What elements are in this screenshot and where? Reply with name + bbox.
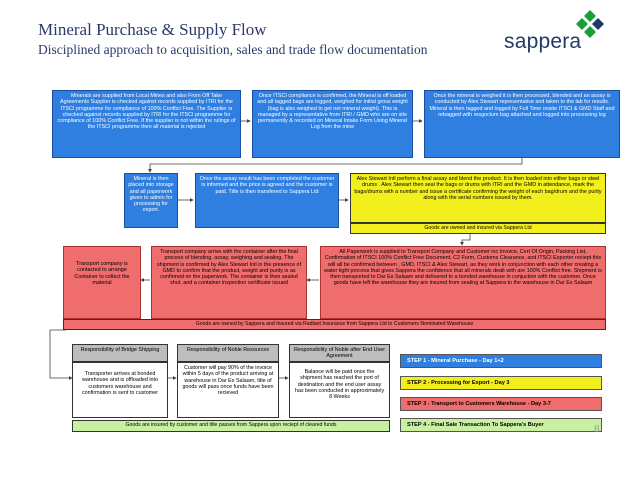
step1-storage-box: Mineral is then placed into storage and all paperwork given to admin for processing for export. bbox=[124, 173, 178, 228]
page-number: 8 bbox=[594, 423, 600, 435]
step2-ownership-bar: Goods are owned and insured via Sappera Ltd bbox=[350, 223, 606, 234]
step3-insurance-bar: Goods are owned by Sappera and Insured via Radiant Insurance from Sappera Ltd to Customers Nominated Warehouse bbox=[63, 319, 606, 330]
logo-text: sappera bbox=[504, 30, 582, 53]
step4-enduser-body: Balance will be paid once the shipment has reached the port of destination and the end user assay has been conducted in approximately 8 Weeks bbox=[289, 362, 390, 418]
step1-process-assay-box: Once the mineral is weighed it is then processed, blended and an assay is conducted by Alex Stewart representative and taken to the lab for results. Mineral is then tagged and logged by Full Time onsite ITSCI & GMD Staff and rebagged with resgocium bag attached and logged into processing log bbox=[424, 90, 620, 158]
step1-offload-weigh-box: Once ITSCI compliance is confirmed, the Mineral is off loaded and all tagged bags are logged, weighed for initial gross weight (bag is also weighed to get net mineral weight). This is managed by a representative from ITRI / GMD who are on site permanently & recorded on Mineral Intake Form Using Mineral Log from the mine bbox=[252, 90, 413, 158]
step3-contact-transport-box: Transport company is contacted to arrange Container to collect the material bbox=[63, 246, 141, 319]
step2-final-assay-box: Alex Stewart Intl perform a final assay and blend the product. It is then loaded into either bags or steel drums . Alex Stewart then seal the bags or drums with ITRI and the GMD in attendance, mark the bags/drums with a number and issue a certificate confirming the weight of each bag/drum and the purity along with the serial numbers issued by them. bbox=[350, 173, 606, 223]
step4-noble-body: Customer will pay 90% of the invoice within 5 days of the product arriving at warehouse in Dar Es Salaam, title of goods will pass once funds have been recieved bbox=[177, 362, 279, 418]
step4-bridge-body: Transporter arrives at bonded warehouse and is offloaded into customers warehouse and confirmation is sent to customer bbox=[72, 362, 168, 418]
step4-bridge-header: Responsibility of Bridge Shipping bbox=[72, 344, 168, 362]
step4-noble-header: Responsibility of Noble Resources bbox=[177, 344, 279, 362]
legend-step4: STEP 4 - Final Sale Transaction To Sappera's Buyer bbox=[400, 418, 602, 432]
legend-step3: STEP 3 - Transport to Customers Warehouse - Day 3-7 bbox=[400, 397, 602, 411]
page-title: Mineral Purchase & Supply Flow bbox=[38, 20, 267, 39]
step1-supplier-check-box: Minerals are supplied from Local Mines and also From Off Take Agreements Supplier is checked against records supplied by ITRI for the ITSCI programme for compliance of 100% Conflict Free. The Supplier is checked against records supplied by ITRI for the ITSCI programme for compliance of 100% Conflict Free. If the supplier is not within the rulings of the ITSCI programme then all material is rejected bbox=[52, 90, 241, 158]
step3-container-arrival-box: Transport company arrive with the container after the final process of blending, assay, weighing and sealing. The shipment is confirmed by Alex Stewart Intl in the presence of GMD to confirm that the product, weight and purity is as confirmed on the paperwork. The container is then sealed shut, and a container inspection certificate issued bbox=[151, 246, 307, 319]
step1-payment-box: Once the assay result has been completed the customer is informed and the price is agreed and the customer is paid. Title is then transfered to Sappera Ltd bbox=[195, 173, 339, 228]
page-subtitle: Disciplined approach to acquisition, sales and trade flow documentation bbox=[38, 42, 428, 57]
legend-step1: STEP 1 - Mineral Purchase - Day 1+2 bbox=[400, 354, 602, 368]
step4-enduser-header: Responsibility of Noble after End User Agreement bbox=[289, 344, 390, 362]
step4-title-bar: Goods are insured by customer and title passes from Sappera upon reciept of cleared funds bbox=[72, 420, 390, 432]
step3-paperwork-box: All Paperwork is supplied to Transport Company and Customer inc Invoice, Cert Of Origin, Packing List, Confirmation of ITSCI 100% Conflict Free Document, C2 Form, Customs Clearance, and ITSCI Exporter reciept this will all be confirmed between , GMD, ITSCI & Alex Stewart, as they work in conjunction with each other creating a water tight process that gives Sappera the confidence that all minerals dealt with are 100% Conflict free. Shipment is then transported to Dar Es Salaam and delivered to a bonded warehouse in conjuction with the customer. Once goods have left the warehouse they are insured from sealing at Sappera to the warehouse in Dar Es Salaam bbox=[320, 246, 606, 319]
legend-step2: STEP 2 - Processing for Export - Day 3 bbox=[400, 376, 602, 390]
